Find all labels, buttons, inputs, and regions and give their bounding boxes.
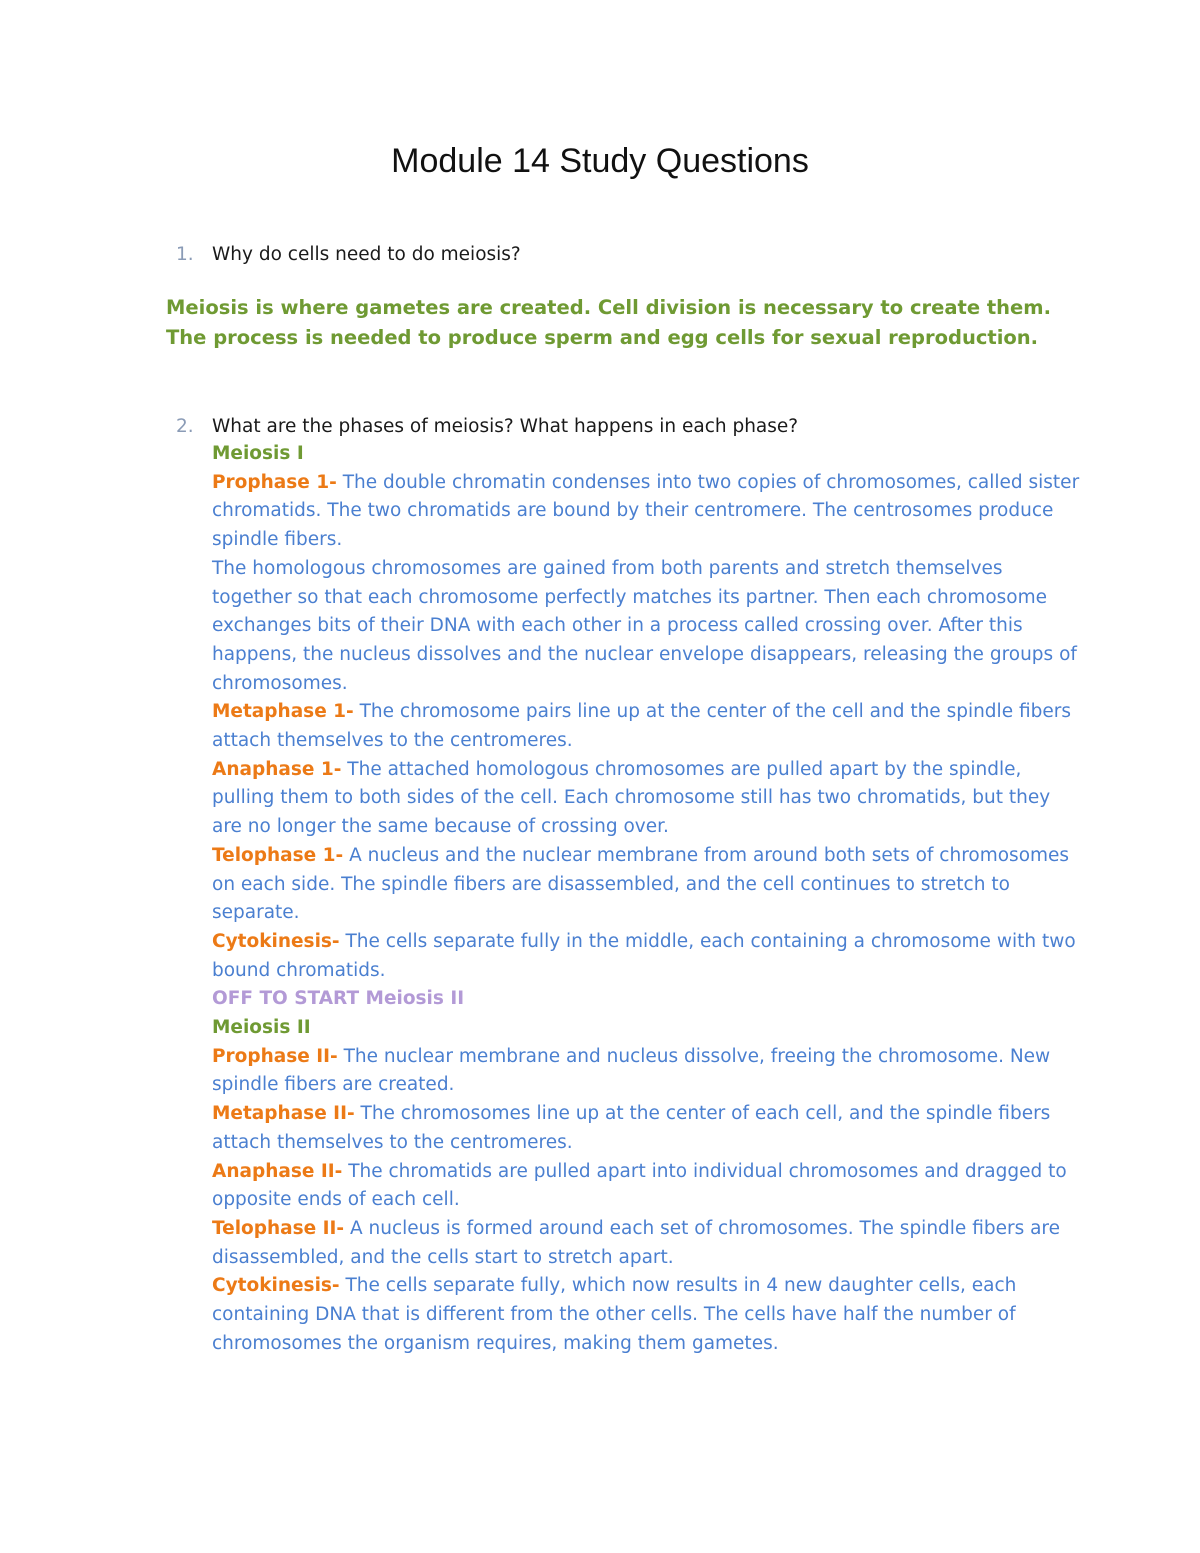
meiosis-2-heading: Meiosis II xyxy=(212,1017,311,1039)
answer-2 xyxy=(212,440,1082,1359)
anaphase-1-paragraph xyxy=(212,756,1082,842)
metaphase-1-text: The chromosome pairs line up at the center of the cell and the spindle fibers attach themselves to the centromeres. xyxy=(212,701,1071,752)
telophase-2-paragraph xyxy=(212,1215,1082,1272)
metaphase-1-paragraph xyxy=(212,698,1082,755)
cytokinesis-2-text: The cells separate fully, which now results in 4 new daughter cells, each containing DNA that is different from the other cells. The cells have half the number of chromosomes the organism requires, making them gametes. xyxy=(212,1275,1017,1354)
question-2-number: 2. xyxy=(176,416,194,437)
cytokinesis-2-paragraph xyxy=(212,1272,1082,1358)
anaphase-2-label: Anaphase II- xyxy=(212,1160,343,1182)
question-1-text: Why do cells need to do meiosis? xyxy=(212,244,521,265)
meiosis-1-heading: Meiosis I xyxy=(212,443,304,464)
telophase-1-paragraph xyxy=(212,842,1082,928)
transition-heading: OFF TO START Meiosis II xyxy=(212,988,465,1010)
metaphase-2-paragraph xyxy=(212,1100,1082,1157)
answer-1: Meiosis is where gametes are created. Cell division is necessary to create them. The process is needed to produce sperm and egg cells for sexual reproduction. xyxy=(166,296,1051,349)
page-title: Module 14 Study Questions xyxy=(391,142,809,180)
metaphase-1-label: Metaphase 1- xyxy=(212,701,354,723)
question-2-text: What are the phases of meiosis? What happens in each phase? xyxy=(212,416,799,437)
question-1-number: 1. xyxy=(176,244,194,265)
cytokinesis-1-label: Cytokinesis- xyxy=(212,930,340,952)
prophase-1-label: Prophase 1- xyxy=(212,471,337,493)
cytokinesis-1-paragraph xyxy=(212,928,1082,985)
question-2 xyxy=(176,416,798,437)
prophase-2-text: The nuclear membrane and nucleus dissolve, freeing the chromosome. New spindle fibers are created. xyxy=(212,1045,1051,1096)
anaphase-1-label: Anaphase 1- xyxy=(212,758,342,780)
metaphase-2-label: Metaphase II- xyxy=(212,1103,355,1125)
cytokinesis-2-label: Cytokinesis- xyxy=(212,1275,340,1297)
telophase-1-label: Telophase 1- xyxy=(212,844,344,866)
prophase-1-paragraph-2: The homologous chromosomes are gained from both parents and stretch themselves together so that each chromosome perfectly matches its partner. Then each chromosome exchanges bits of their DNA with each other in a process called crossing over. After this happens, the nucleus dissolves and the nuclear envelope disappears, releasing the groups of chromosomes. xyxy=(212,557,1077,694)
telophase-1-text: A nucleus and the nuclear membrane from around both sets of chromosomes on each side. The spindle fibers are disassembled, and the cell continues to stretch to separate. xyxy=(212,844,1070,924)
prophase-2-paragraph xyxy=(212,1043,1082,1100)
anaphase-2-paragraph xyxy=(212,1158,1082,1215)
prophase-2-label: Prophase II- xyxy=(212,1045,338,1067)
question-1 xyxy=(176,244,521,265)
prophase-1-text: The double chromatin condenses into two copies of chromosomes, called sister chromatids. The two chromatids are bound by their centromere. The centrosomes produce spindle fibers. xyxy=(212,471,1080,551)
anaphase-2-text: The chromatids are pulled apart into individual chromosomes and dragged to opposite ends of each cell. xyxy=(212,1160,1067,1211)
cytokinesis-1-text: The cells separate fully in the middle, each containing a chromosome with two bound chromatids. xyxy=(212,930,1076,981)
telophase-2-text: A nucleus is formed around each set of chromosomes. The spindle fibers are disassembled, and the cells start to stretch apart. xyxy=(212,1217,1061,1268)
anaphase-1-text: The attached homologous chromosomes are pulled apart by the spindle, pulling them to both sides of the cell. Each chromosome still has two chromatids, but they are no longer the same because of crossing over. xyxy=(212,758,1051,838)
prophase-1-paragraph xyxy=(212,469,1082,555)
metaphase-2-text: The chromosomes line up at the center of each cell, and the spindle fibers attach themselves to the centromeres. xyxy=(212,1103,1051,1153)
telophase-2-label: Telophase II- xyxy=(212,1217,345,1239)
